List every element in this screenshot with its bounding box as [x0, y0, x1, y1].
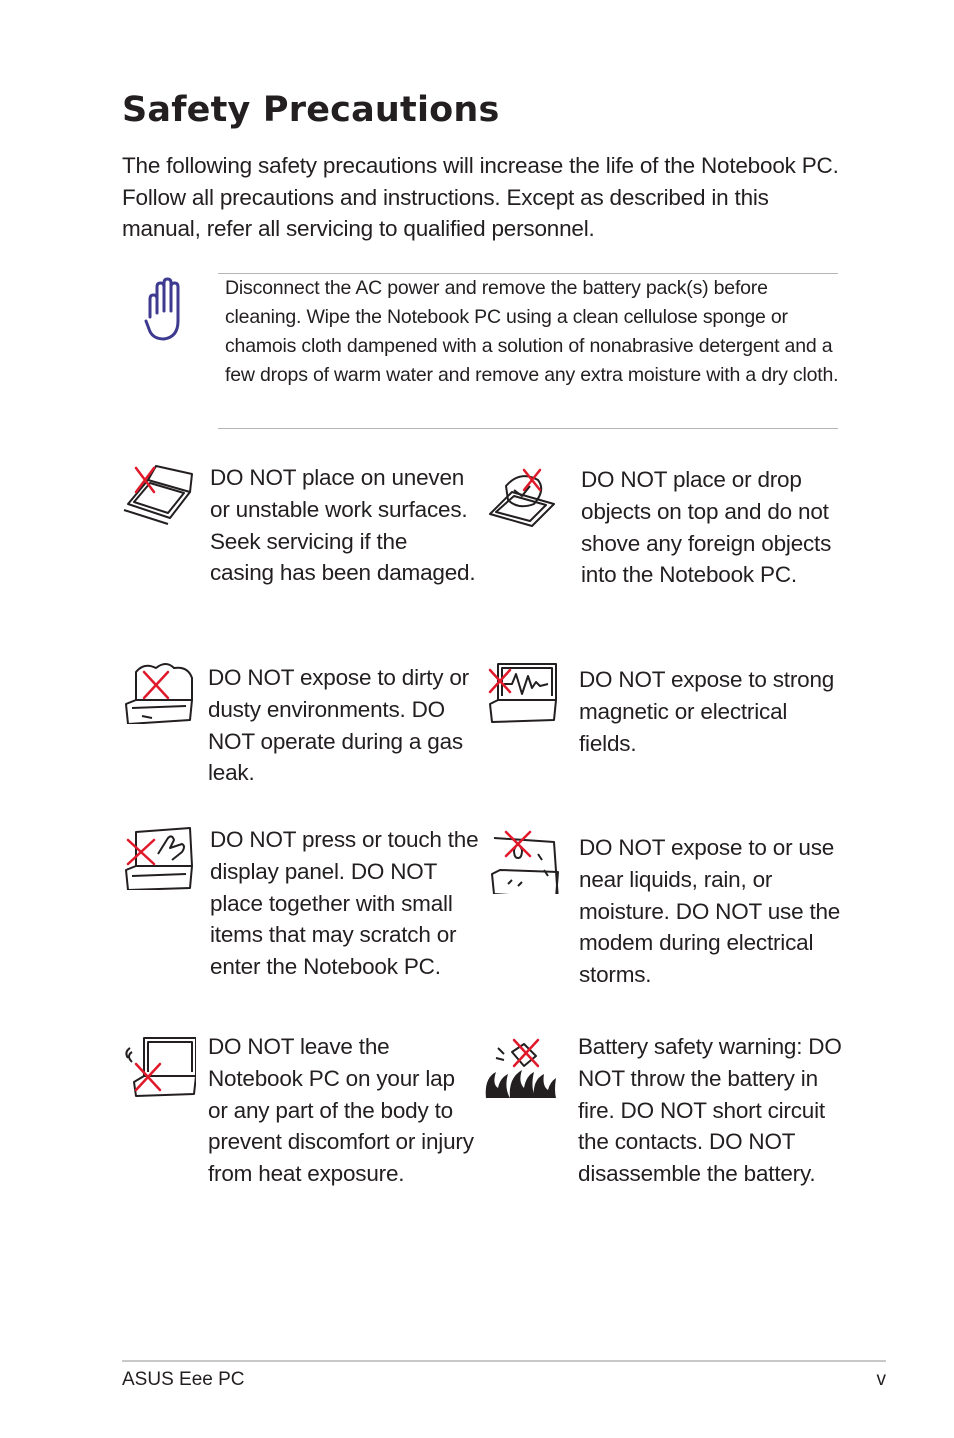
precaution-text: DO NOT expose to dirty or dusty environments. DO NOT operate during a gas leak.: [208, 665, 469, 786]
footer-product-name: ASUS Eee PC: [122, 1369, 245, 1390]
hand-stop-icon: [138, 277, 190, 343]
precaution-text: DO NOT press or touch the display panel. DO NOT place together with small items that may scratch or enter the Notebook PC.: [210, 827, 479, 980]
precaution-text: DO NOT place on uneven or unstable work surfaces. Seek servicing if the casing has been damaged.: [210, 465, 476, 586]
page-number: v: [876, 1369, 886, 1390]
touch-display-icon: [122, 826, 196, 890]
precaution-text: Battery safety warning: DO NOT throw the battery in fire. DO NOT short circuit the contacts. DO NOT disassemble the battery.: [578, 1034, 842, 1187]
battery-fire-icon: [484, 1038, 558, 1102]
note-text: Disconnect the AC power and remove the battery pack(s) before cleaning. Wipe the Notebook PC using a clean cellulose sponge or chamois cloth dampened with a solution of nonabrasive detergent and a few drops of warm water and remove any extra moisture with a dry cloth.: [225, 277, 839, 386]
objects-on-top-icon: [486, 466, 560, 530]
precaution-text: DO NOT expose to or use near liquids, rain, or moisture. DO NOT use the modem during electrical storms.: [579, 835, 841, 988]
magnetic-field-icon: [486, 660, 560, 724]
footer-rule: [122, 1360, 886, 1362]
dusty-environment-icon: [122, 660, 196, 724]
unstable-surface-icon: [122, 462, 196, 526]
precaution-text: DO NOT expose to strong magnetic or electrical fields.: [579, 667, 835, 756]
page-title: Safety Precautions: [122, 90, 500, 130]
precaution-text: DO NOT place or drop objects on top and do not shove any foreign objects into the Notebook PC.: [581, 467, 832, 588]
note-bottom-rule: [218, 428, 838, 429]
lap-heat-icon: [122, 1034, 196, 1098]
precaution-text: DO NOT leave the Notebook PC on your lap or any part of the body to prevent discomfort or injury from heat exposure.: [208, 1034, 474, 1187]
liquid-rain-icon: [488, 830, 562, 894]
intro-paragraph: The following safety precautions will increase the life of the Notebook PC. Follow all precautions and instructions. Except as described in this manual, refer all servicing to qualified personnel.: [122, 153, 839, 241]
